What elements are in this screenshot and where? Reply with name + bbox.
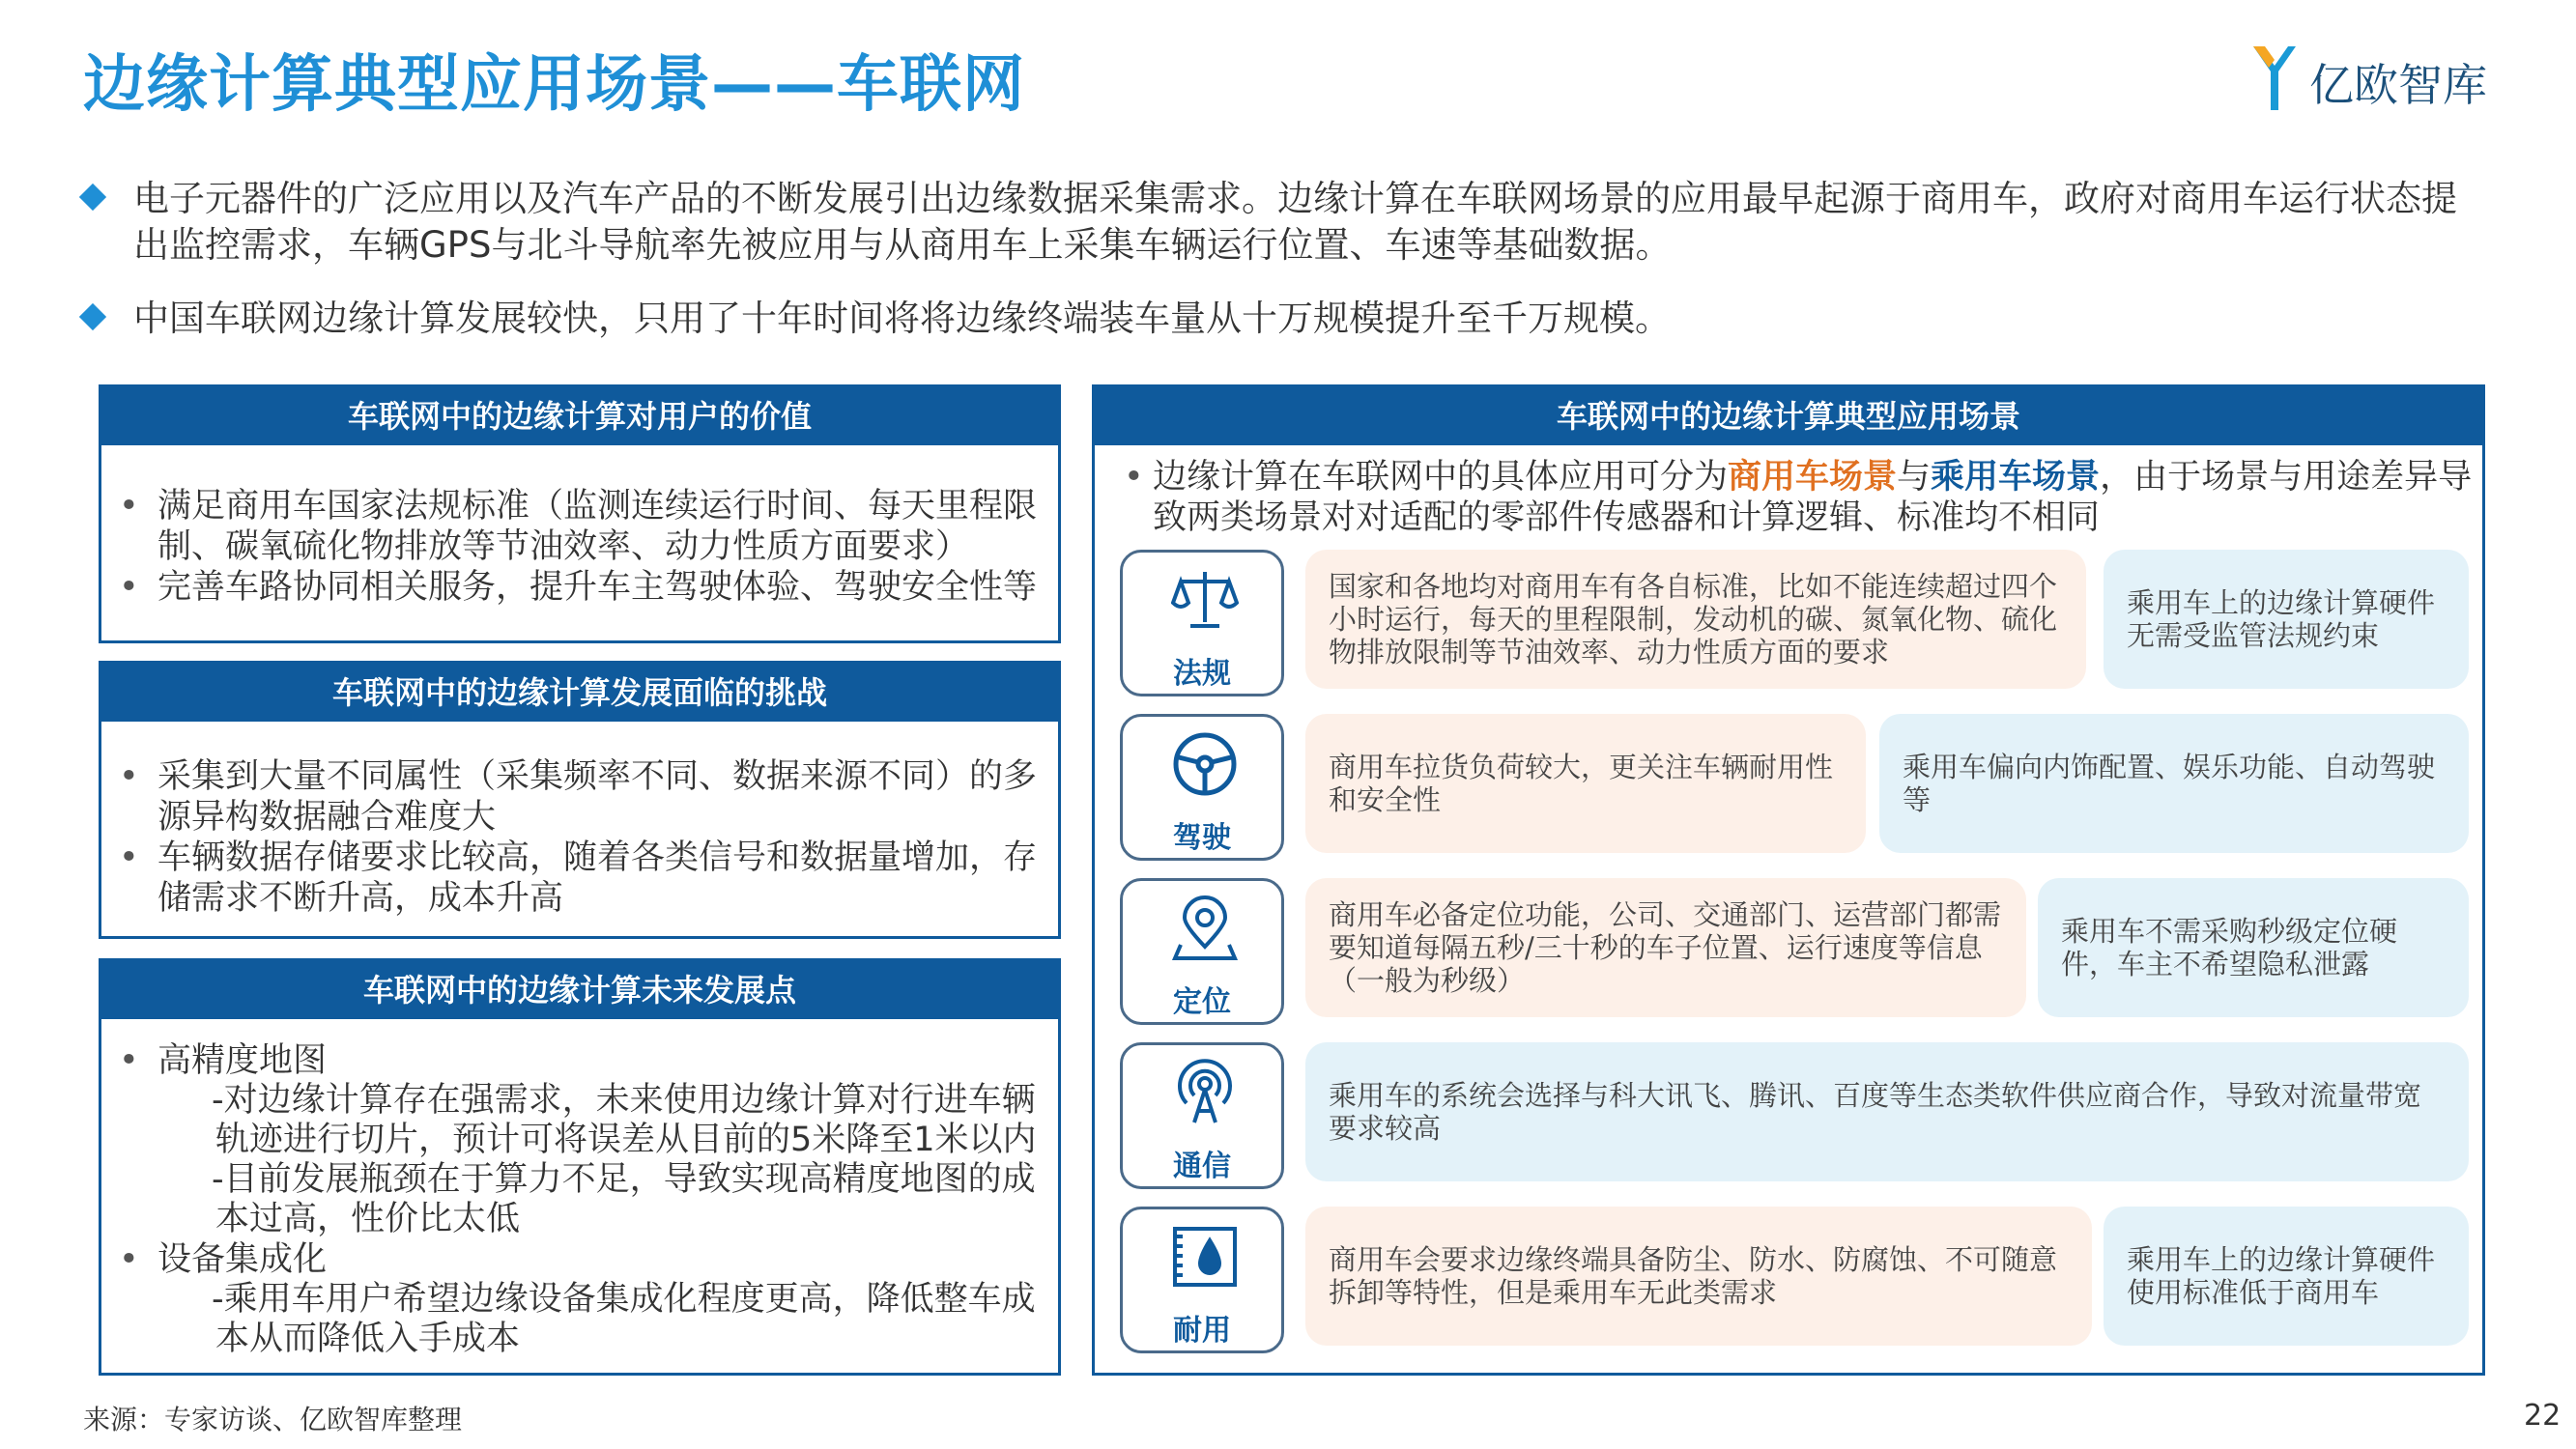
page-number: 22 [2524, 1399, 2562, 1433]
sub-item: -目前发展瓶颈在于算力不足，导致实现高精度地图的成本过高，性价比太低 [212, 1160, 1036, 1238]
panel-scenarios [1092, 384, 2485, 1376]
waterproof-icon [1171, 1223, 1239, 1291]
steering-wheel-icon [1171, 730, 1239, 798]
sub-item: -对边缘计算存在强需求，未来使用边缘计算对行进车辆轨迹进行切片，预计可将误差从目前的5米降至1米以内 [212, 1081, 1037, 1159]
passenger-card: 乘用车上的边缘计算硬件无需受监管法规约束 [2104, 550, 2469, 689]
passenger-card: 乘用车偏向内饰配置、娱乐功能、自动驾驶等 [1879, 714, 2469, 853]
sub-item: -乘用车用户希望边缘设备集成化程度更高，降低整车成本从而降低入手成本 [212, 1280, 1036, 1358]
passenger-card: 乘用车不需采购秒级定位硬件，车主不希望隐私泄露 [2038, 878, 2469, 1017]
category-driving: 驾驶 [1120, 714, 1284, 861]
list-item: • 高精度地图 [101, 1040, 1041, 1081]
location-pin-icon [1171, 895, 1239, 962]
diamond-bullet-icon [79, 303, 106, 330]
commercial-card: 商用车必备定位功能，公司、交通部门、运营部门都需要知道每隔五秒/三十秒的车子位置、运行速度等信息（一般为秒级） [1305, 878, 2026, 1017]
category-durability: 耐用 [1120, 1207, 1284, 1353]
intro-paragraph-1: 电子元器件的广泛应用以及汽车产品的不断发展引出边缘数据采集需求。边缘计算在车联网场景的应用最早起源于商用车，政府对商用车运行状态提出监控需求，车辆GPS与北斗导航率先被应用与从商用车上采集车辆运行位置、车速等基础数据。 [83, 176, 2479, 269]
panel-future [99, 958, 1061, 1376]
list-item: • 设备集成化 [101, 1239, 1041, 1280]
panel-challenges [99, 661, 1061, 939]
antenna-icon [1171, 1059, 1239, 1126]
category-positioning: 定位 [1120, 878, 1284, 1025]
list-item: • 采集到大量不同属性（采集频率不同、数据来源不同）的多源异构数据融合难度大 [101, 756, 1041, 838]
panel-heading: 车联网中的边缘计算未来发展点 [101, 961, 1058, 1019]
list-item: • 完善车路协同相关服务，提升车主驾驶体验、驾驶安全性等 [101, 567, 1050, 608]
intro-paragraph-2: 中国车联网边缘计算发展较快，只用了十年时间将将边缘终端装车量从十万规模提升至千万规模。 [83, 296, 2479, 342]
highlight-commercial: 商用车场景 [1728, 458, 1898, 497]
highlight-passenger: 乘用车场景 [1931, 458, 2101, 497]
scenario-intro: • 边缘计算在车联网中的具体应用可分为商用车场景与乘用车场景，由于场景与用途差异导致两类场景对对适配的零部件传感器和计算逻辑、标准均不相同 [1124, 457, 2486, 538]
scale-icon [1171, 566, 1239, 634]
panel-user-value [99, 384, 1061, 643]
diamond-bullet-icon [79, 184, 106, 211]
page-title: 边缘计算典型应用场景——车联网 [83, 49, 1025, 121]
category-regulation: 法规 [1120, 550, 1284, 696]
category-communication: 通信 [1120, 1042, 1284, 1189]
panel-heading: 车联网中的边缘计算对用户的价值 [101, 387, 1058, 445]
source-note: 来源：专家访谈、亿欧智库整理 [83, 1404, 463, 1435]
brand-logo [2251, 39, 2541, 116]
commercial-card: 商用车拉货负荷较大，更关注车辆耐用性和安全性 [1305, 714, 1866, 853]
commercial-card: 国家和各地均对商用车有各自标准，比如不能连续超过四个小时运行，每天的里程限制，发动机的碳、氮氧化物、硫化物排放限制等节油效率、动力性质方面的要求 [1305, 550, 2086, 689]
yiou-logo-icon [2251, 43, 2300, 112]
list-item: • 车辆数据存储要求比较高，随着各类信号和数据量增加，存储需求不断升高，成本升高 [101, 838, 1041, 919]
passenger-card: 乘用车上的边缘计算硬件使用标准低于商用车 [2104, 1207, 2469, 1346]
commercial-card: 商用车会要求边缘终端具备防尘、防水、防腐蚀、不可随意拆卸等特性，但是乘用车无此类需求 [1305, 1207, 2092, 1346]
passenger-card: 乘用车的系统会选择与科大讯飞、腾讯、百度等生态类软件供应商合作，导致对流量带宽要求较高 [1305, 1042, 2469, 1181]
panel-heading: 车联网中的边缘计算发展面临的挑战 [101, 664, 1058, 722]
list-item: • 满足商用车国家法规标准（监测连续运行时间、每天里程限制、碳氧硫化物排放等节油效率、动力性质方面要求） [101, 486, 1050, 567]
panel-heading: 车联网中的边缘计算典型应用场景 [1095, 387, 2482, 445]
logo-text: 亿欧智库 [2309, 59, 2487, 111]
